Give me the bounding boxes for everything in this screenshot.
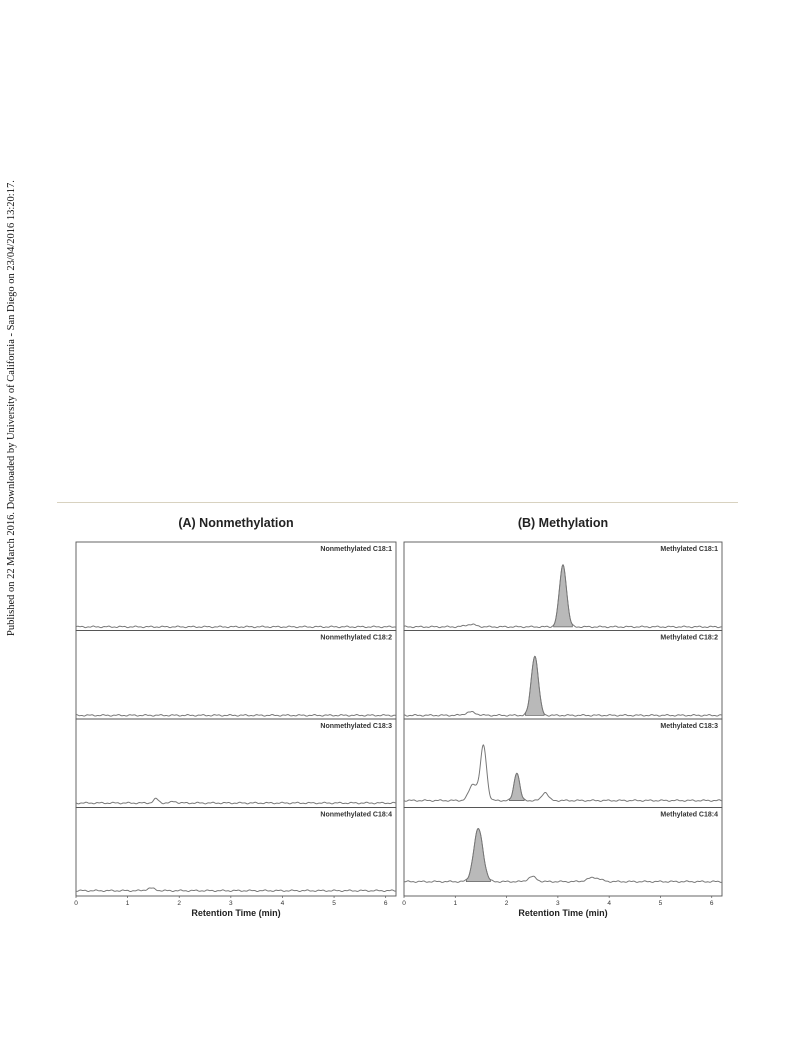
chromatogram-svg xyxy=(60,510,740,930)
x-tick-label-1-6: 6 xyxy=(709,900,714,907)
trace-line-0-2 xyxy=(76,798,396,804)
panel-frame-0-3 xyxy=(76,808,396,897)
x-tick-label-0-1: 1 xyxy=(125,900,130,907)
chart-title-1: (B) Methylation xyxy=(517,516,609,530)
panel-label-0-3: Nonmethylated C18:4 xyxy=(320,811,392,819)
panel-label-0-0: Nonmethylated C18:1 xyxy=(320,546,392,553)
trace-line-1-2 xyxy=(404,745,722,801)
x-axis-label-0: Retention Time (min) xyxy=(191,908,281,918)
trace-line-0-1 xyxy=(76,715,396,717)
trace-line-0-3 xyxy=(76,888,396,892)
panel-frame-1-2 xyxy=(404,719,722,808)
panel-label-1-2: Methylated C18:3 xyxy=(660,723,718,730)
x-tick-label-1-1: 1 xyxy=(453,900,458,907)
x-tick-label-0-5: 5 xyxy=(332,900,336,907)
panel-frame-1-1 xyxy=(404,631,722,720)
x-tick-label-1-3: 3 xyxy=(556,900,560,907)
panel-label-0-1: Nonmethylated C18:2 xyxy=(320,634,392,642)
panel-frame-0-2 xyxy=(76,719,396,808)
panel-frame-0-1 xyxy=(76,631,396,720)
page-divider xyxy=(57,502,738,503)
panel-label-0-2: Nonmethylated C18:3 xyxy=(320,723,392,730)
download-notice: Published on 22 March 2016. Downloaded by University of California - San Diego on 23/04/2016 13:20:17. xyxy=(6,180,17,636)
chart-title-0: (A) Nonmethylation xyxy=(178,516,294,530)
x-tick-label-0-4: 4 xyxy=(280,900,285,907)
x-axis-label-1: Retention Time (min) xyxy=(518,908,608,918)
chromatogram-figure xyxy=(60,510,740,930)
trace-line-1-1 xyxy=(404,656,722,716)
shaded-peak-1-1-1 xyxy=(525,656,544,715)
panel-label-1-1: Methylated C18:2 xyxy=(660,634,718,642)
trace-line-0-0 xyxy=(76,626,396,628)
panel-label-1-3: Methylated C18:4 xyxy=(660,811,718,819)
panel-frame-0-0 xyxy=(76,542,396,631)
x-tick-label-0-0: 0 xyxy=(74,900,78,907)
x-tick-label-1-2: 2 xyxy=(504,900,509,907)
panel-frame-1-3 xyxy=(404,808,722,897)
x-tick-label-0-6: 6 xyxy=(383,900,388,907)
x-tick-label-0-2: 2 xyxy=(177,900,182,907)
x-tick-label-1-4: 4 xyxy=(607,900,611,907)
x-tick-label-1-0: 0 xyxy=(402,900,406,907)
panel-label-1-0: Methylated C18:1 xyxy=(660,546,718,553)
trace-line-1-3 xyxy=(404,829,722,883)
x-tick-label-1-5: 5 xyxy=(658,900,663,907)
x-tick-label-0-3: 3 xyxy=(229,900,233,907)
